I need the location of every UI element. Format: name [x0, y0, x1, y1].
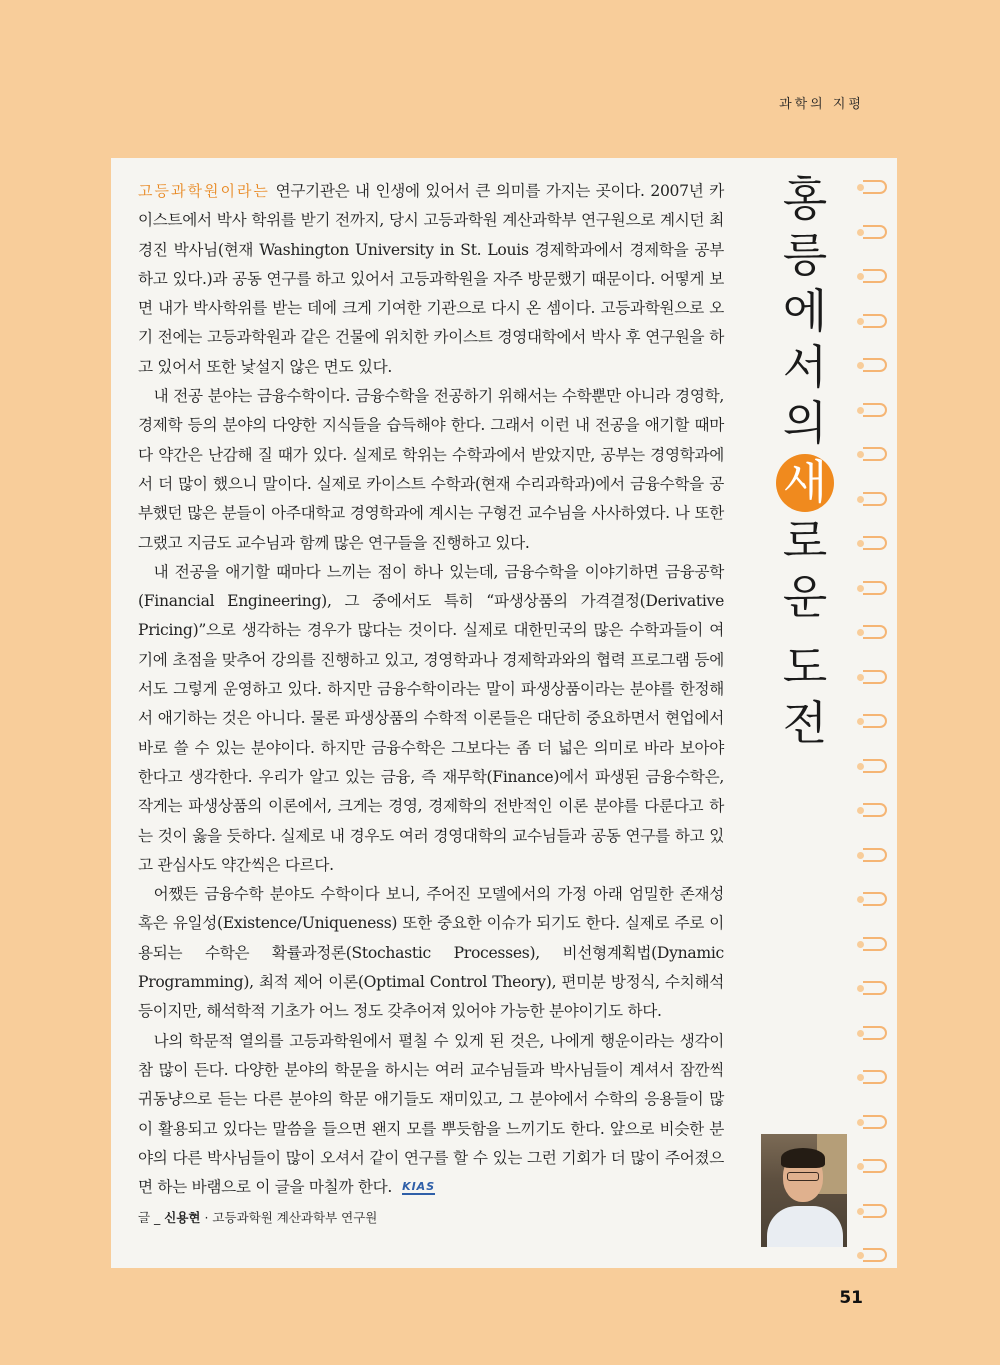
- binding-ring: [863, 492, 887, 506]
- binding-ring: [863, 759, 887, 773]
- title-char-3: 서: [782, 340, 828, 394]
- paragraph-3: 내 전공을 애기할 때마다 느끼는 점이 하나 있는데, 금융수학을 이야기하면 금융공학(Financial Engineering), 그 중에서도 특히 “파생상품의 가격결정(Derivative Pricing)”으로 생각하는 경우가 많다는 것이다. 실제로 대한민국의 많은 수학과들이 여기에 초점을 맞추어 강의를 진행하고 있고, 경영학과나 경제학과와의 협력 프로그램 등에서도 그렇게 운영하고 있다. 하지만 금융수학이라는 말이 파생상품이라는 분야를 한정해서 애기하는 것은 아니다. 물론 파생상품의 수학적 이론들은 대단히 중요하면서 현업에서 바로 쓸 수 있는 분야이다. 하지만 금융수학은 그보다는 좀 더 넓은 의미로 바라 보아야 한다고 생각한다. 우리가 알고 있는 금융, 즉 재무학(Finance)에서 파생된 금융수학은, 작게는 파생상품의 이론에서, 크게는 경영, 경제학의 전반적인 이론 분야를 다룬다고 하는 것이 옳을 듯하다. 실제로 내 경우도 여러 경영대학의 교수님들과 공동 연구를 하고 있고 관심사도 약간씩은 다르다.: [138, 562, 724, 874]
- binding-ring: [863, 803, 887, 817]
- title-char-2: 에: [782, 284, 828, 338]
- lead-phrase: 고등과학원이라는: [138, 182, 270, 200]
- section-label: 과학의 지평: [779, 97, 864, 112]
- binding-ring: [863, 225, 887, 239]
- binding-ring: [863, 981, 887, 995]
- paragraph-4: 어쨌든 금융수학 분야도 수학이다 보니, 주어진 모델에서의 가정 아래 엄밀한 존재성 혹은 유일성(Existence/Uniqueness) 또한 중요한 이슈가 되기도 한다. 실제로 주로 이용되는 수학은 확률과정론(Stochastic Processes), 비선형계획법(Dynamic Programming), 최적 제어 이론(Optimal Control Theory), 편미분 방정식, 수치해석 등이지만, 해석학적 기초가 어느 정도 갖추어져 있어야 가능한 분야이기도 하다.: [138, 885, 724, 1021]
- title-char-6: 로: [782, 514, 828, 568]
- binding-ring: [863, 937, 887, 951]
- vertical-title: [772, 172, 838, 752]
- binding-ring: [863, 403, 887, 417]
- title-char-5: 새: [776, 454, 834, 512]
- byline: [138, 1208, 377, 1226]
- author-photo: [761, 1134, 847, 1247]
- title-char-1: 릉: [782, 228, 828, 282]
- binding-ring: [863, 1204, 887, 1218]
- binding-ring: [863, 314, 887, 328]
- binding-ring: [863, 180, 887, 194]
- binding-ring: [863, 625, 887, 639]
- author-affiliation: · 고등과학원 계산과학부 연구원: [200, 1210, 378, 1225]
- binding-ring: [863, 848, 887, 862]
- binding-ring: [863, 1026, 887, 1040]
- binding-ring: [863, 1159, 887, 1173]
- binding-ring: [863, 1248, 887, 1262]
- paragraph-5-text: 나의 학문적 열의를 고등과학원에서 펼칠 수 있게 된 것은, 나에게 행운이라는 생각이 참 많이 든다. 다양한 분야의 학문을 하시는 여러 교수님들과 박사님들이 계셔서 잠깐씩 귀동냥으로 듣는 다른 분야의 학문 애기들도 재미있고, 그 분야에서 수학의 응용들이 많이 활용되고 있다는 말씀을 들으면 왠지 모를 뿌듯함을 느끼기도 한다. 앞으로 비슷한 분야의 다른 박사님들이 많이 오셔서 같이 연구를 할 수 있는 그런 기회가 더 많이 주어졌으면 하는 바램으로 이 글을 마칠까 한다.: [138, 1031, 724, 1197]
- title-char-8: 도: [782, 640, 828, 694]
- title-char-0: 홍: [782, 172, 828, 226]
- paragraph-1: [138, 177, 724, 382]
- binding-ring: [863, 581, 887, 595]
- binding-ring: [863, 714, 887, 728]
- title-char-4: 의: [782, 396, 828, 450]
- title-char-7: 운: [782, 570, 828, 624]
- article-body: [138, 177, 724, 1202]
- binding-ring: [863, 670, 887, 684]
- author-name: 신용현: [164, 1210, 201, 1225]
- binding-ring: [863, 892, 887, 906]
- binding-ring: [863, 269, 887, 283]
- kias-logo-icon: KIAS: [402, 1180, 436, 1194]
- paragraph-2: 내 전공 분야는 금융수학이다. 금융수학을 전공하기 위해서는 수학뿐만 아니라 경영학, 경제학 등의 분야의 다양한 지식들을 습득해야 한다. 그래서 이런 내 전공을 애기할 때마다 약간은 난감해 질 때가 있다. 실제로 학위는 수학과에서 받았지만, 공부는 경영학과에서 더 많이 했으니 말이다. 실제로 카이스트 수학과(현재 수리과학과)에서 금융수학을 공부했던 많은 분들이 아주대학교 경영학과에 계시는 구형건 교수님을 사사하였다. 나 또한 그랬고 지금도 교수님과 함께 많은 연구들을 진행하고 있다.: [138, 387, 724, 552]
- title-char-9: 전: [782, 696, 828, 750]
- binding-ring: [863, 358, 887, 372]
- paragraph-1-text: 연구기관은 내 인생에 있어서 큰 의미를 가지는 곳이다. 2007년 카이스트에서 박사 학위를 받기 전까지, 당시 고등과학원 계산과학부 연구원으로 계시던 최경진 박사님(현재 Washington University in St. Louis 경제학과에서 경제학을 공부하고 있다.)과 공동 연구를 하고 있어서 고등과학원을 자주 방문했기 때문이다. 어떻게 보면 내가 박사학위를 받는 데에 크게 기여한 기관으로 다시 온 셈이다. 고등과학원으로 오기 전에는 고등과학원과 같은 건물에 위치한 카이스트 경영대학에서 박사 후 연구원을 하고 있어서 또한 낯설지 않은 면도 있다.: [138, 182, 724, 376]
- binding-ring: [863, 1115, 887, 1129]
- binding-ring: [863, 447, 887, 461]
- binding-ring: [863, 1070, 887, 1084]
- byline-prefix: 글 _: [138, 1210, 165, 1225]
- page-number: 51: [839, 1288, 863, 1308]
- binding-ring: [863, 536, 887, 550]
- paragraph-5: [138, 1027, 724, 1203]
- spiral-binding: [860, 180, 900, 1280]
